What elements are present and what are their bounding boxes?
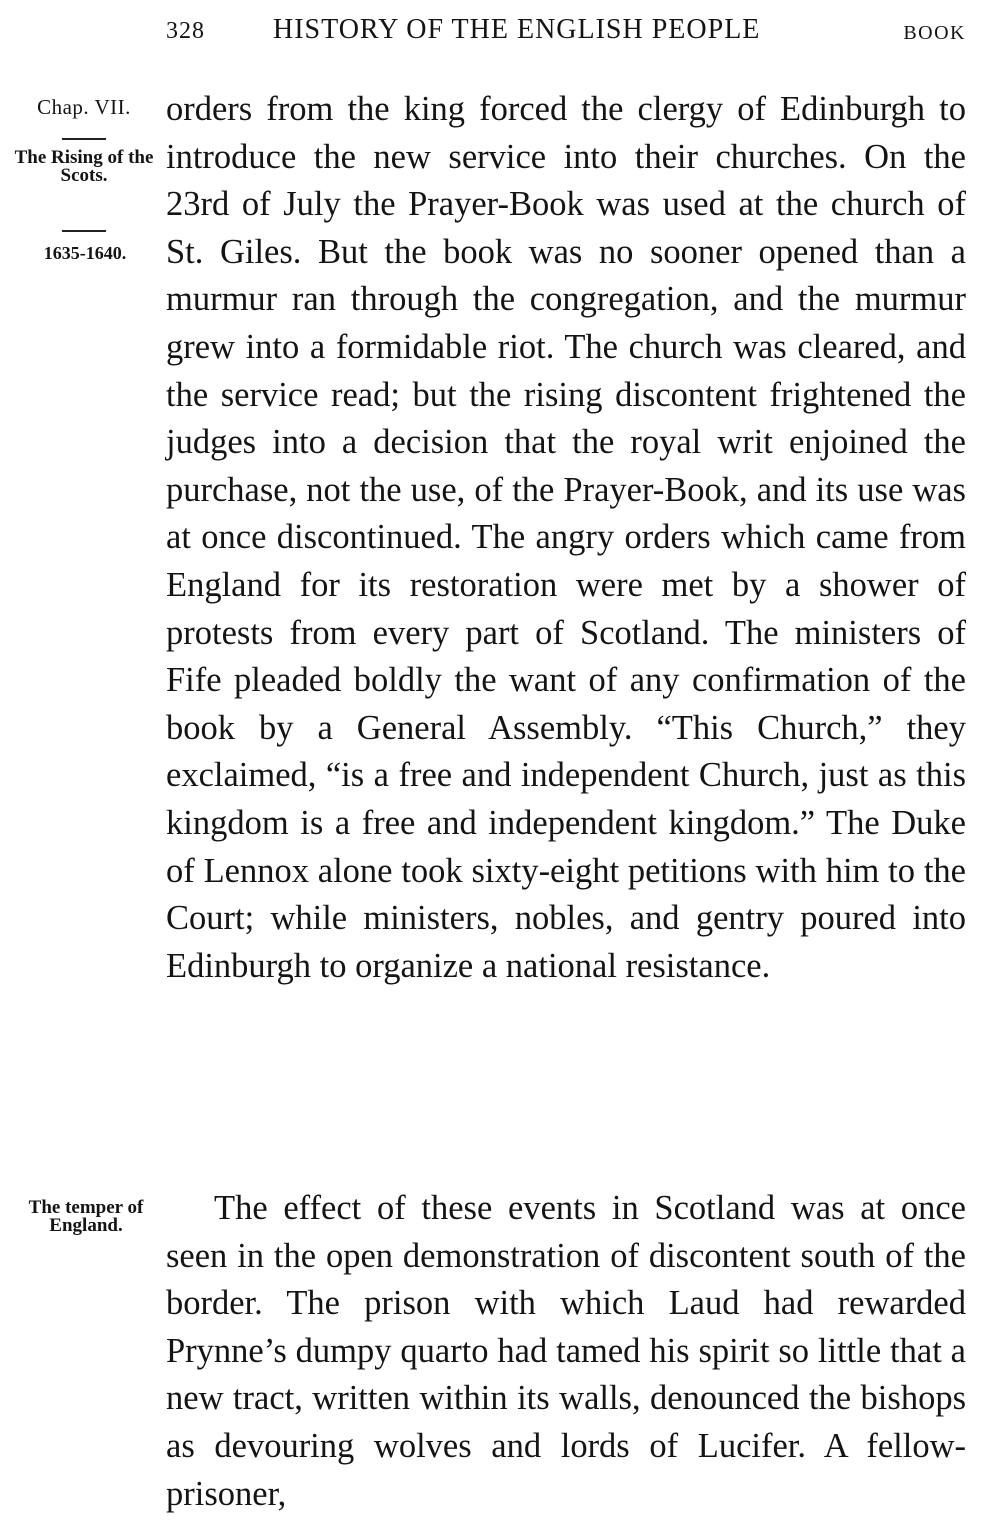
margin-divider: [62, 230, 106, 232]
page-number: 328: [166, 18, 205, 44]
margin-divider: [62, 138, 106, 140]
running-header: [166, 14, 966, 54]
chapter-label: Chap. VII.: [37, 95, 131, 119]
running-title: HISTORY OF THE ENGLISH PEOPLE: [273, 14, 761, 45]
header-book-label: BOOK: [903, 22, 966, 44]
section-sidenote: The Rising of the Scots.: [14, 147, 154, 186]
body-paragraph-2: The effect of these events in Scotland was at once seen in the open demonstration of discontent south of the border. The prison with which Laud had rewarded Prynne’s dumpy quarto had tamed his spirit so little that a new tract, written within its walls, denounced the bishops as devouring wolves and lords of Lucifer. A fellow-prisoner,: [166, 1189, 966, 1513]
body-paragraph-1: orders from the king forced the clergy of Edinburgh to introduce the new service into their churches. On the 23rd of July the Prayer-Book was used at the church of St. Giles. But the book was no sooner opened than a murmur ran through the congregation, and the murmur grew into a formidable riot. The church was cleared, and the service read; but the rising discontent frightened the judges into a decision that the royal writ enjoined the purchase, not the use, of the Prayer-Book, and its use was at once discontinued. The angry orders which came from England for its restoration were met by a shower of protests from every part of Scotland. The ministers of Fife pleaded boldly the want of any confirmation of the book by a General Assembly. “This Church,” they exclaimed, “is a free and independent Church, just as this kingdom is a free and independent kingdom.” The Duke of Lennox alone took sixty-eight petitions with him to the Court; while ministers, nobles, and gentry poured into Edinburgh to organize a national resistance.: [166, 90, 966, 985]
temper-sidenote: The temper of England.: [28, 1197, 144, 1236]
date-range-sidenote: 1635-1640.: [43, 243, 127, 263]
